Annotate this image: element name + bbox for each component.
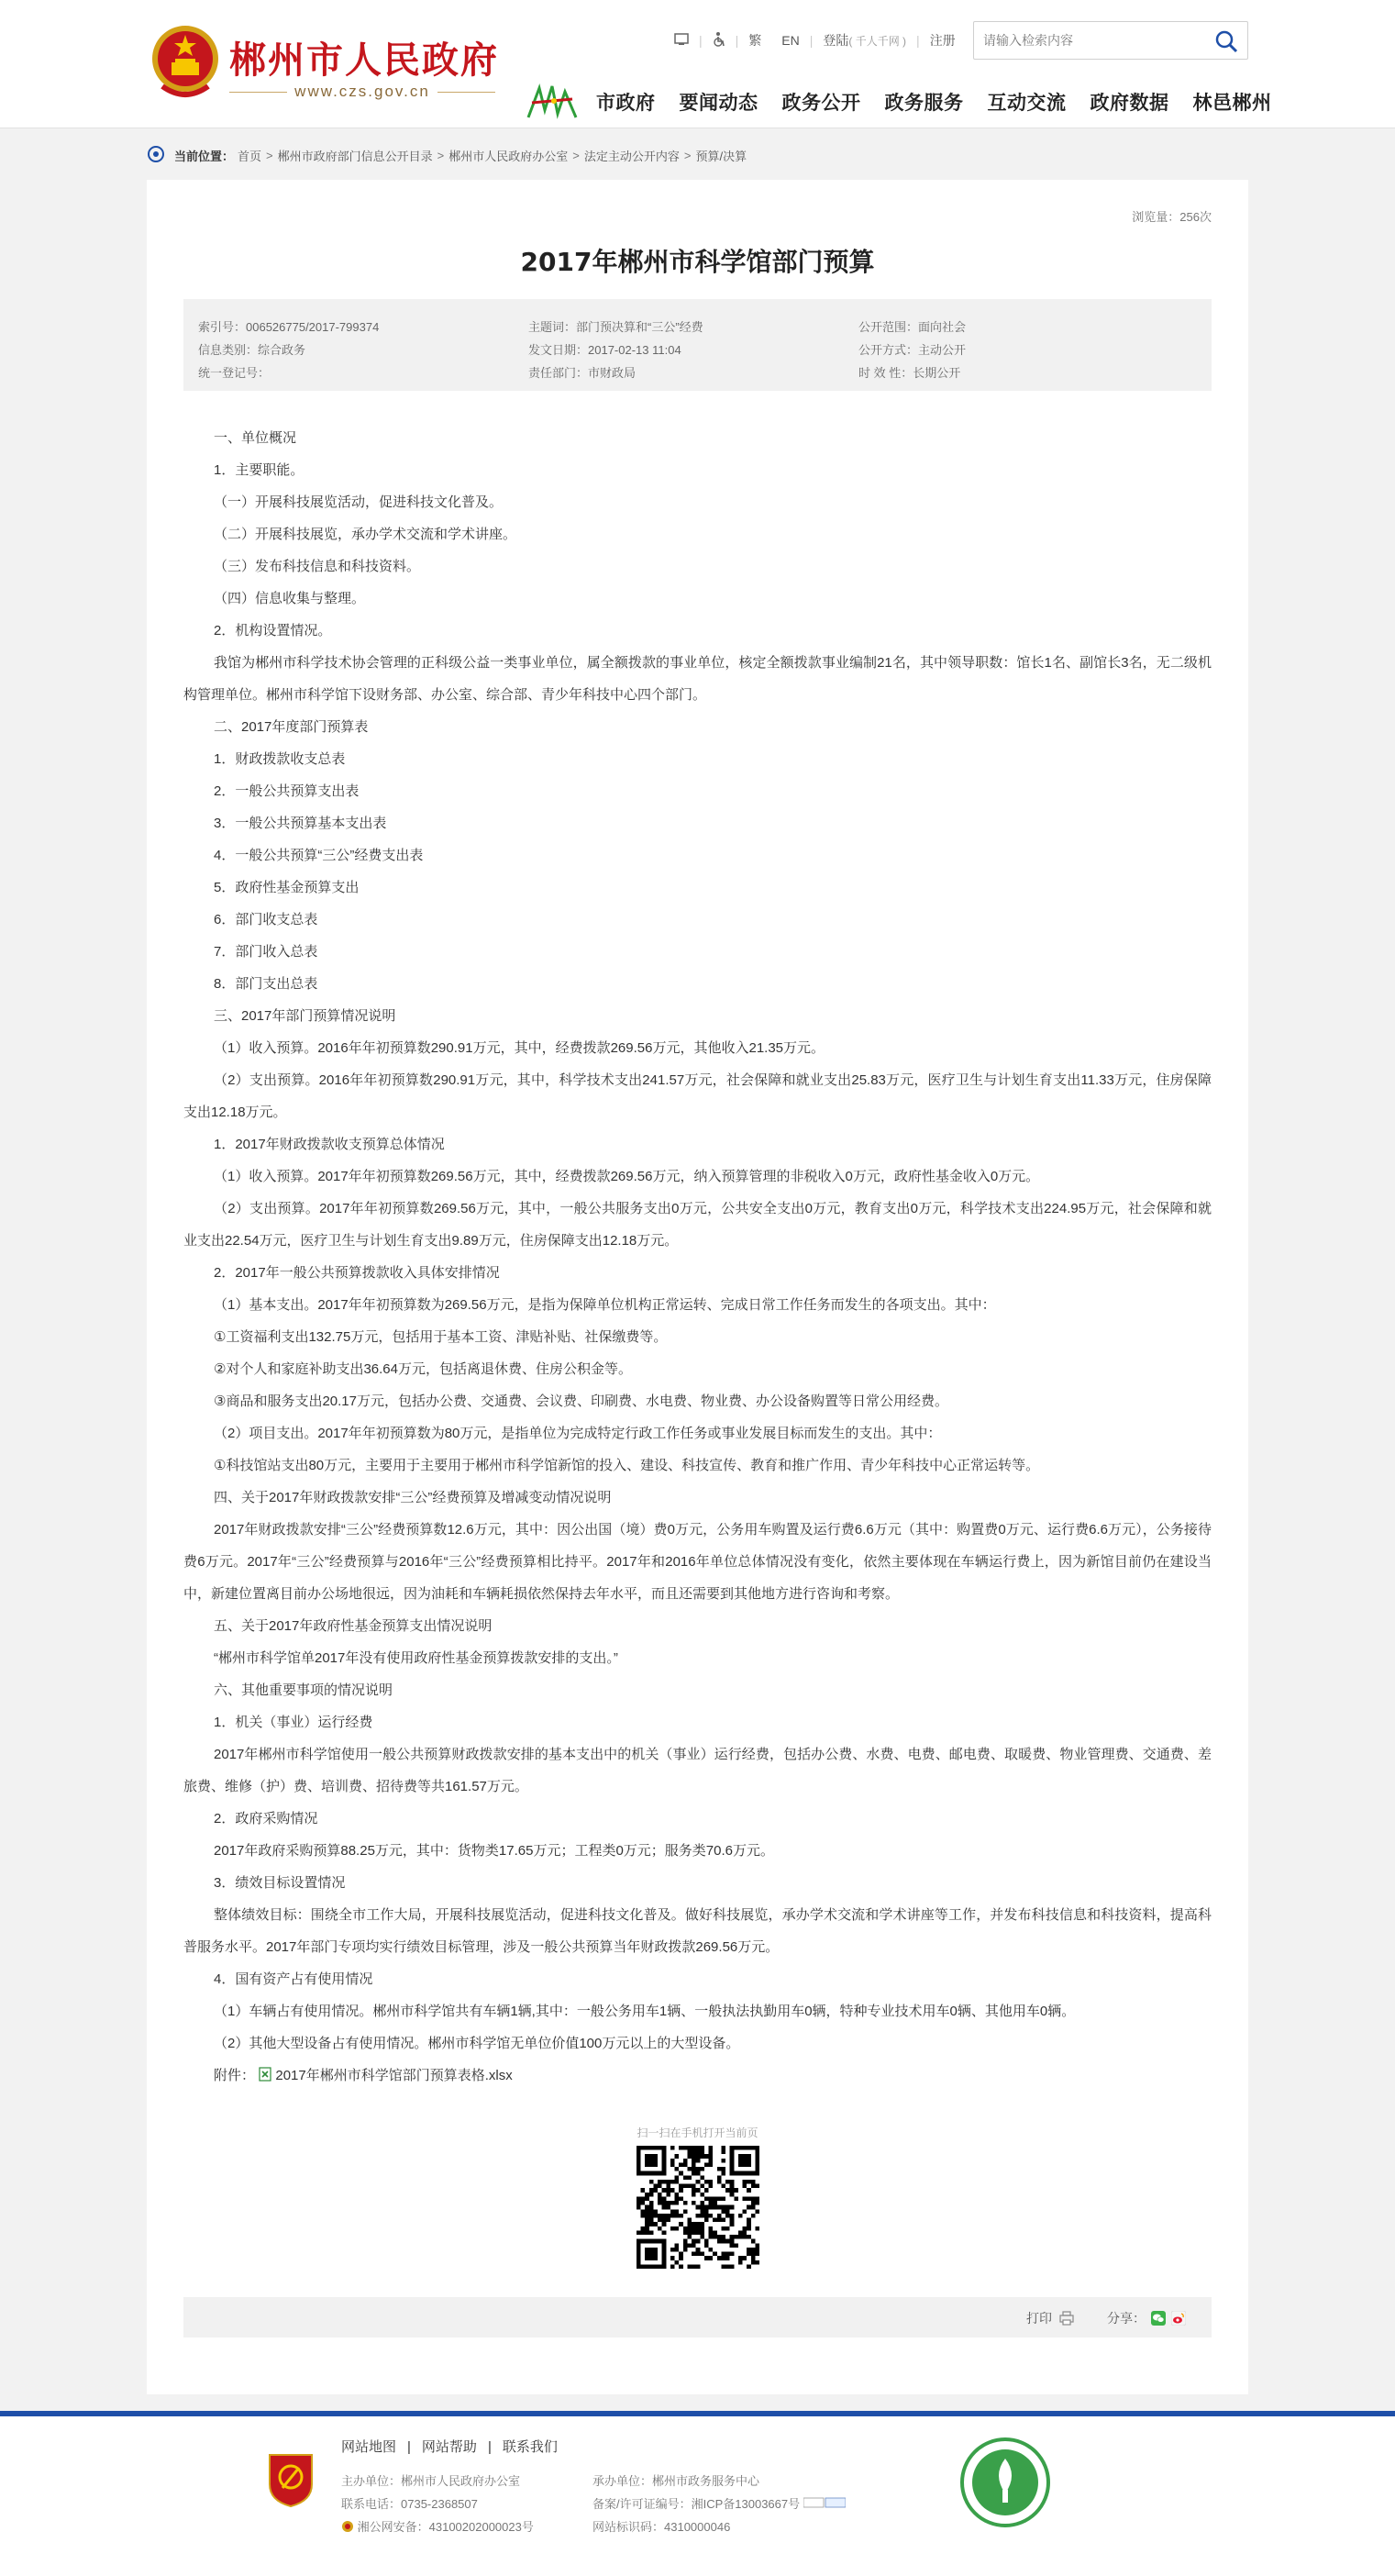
attachment-line (183, 2060, 1212, 2092)
print-label[interactable]: 打印 (1026, 2311, 1052, 2326)
url-divider-left (229, 92, 287, 93)
share-group (1107, 2309, 1186, 2327)
meta-mode: 公开方式：主动公开 (858, 343, 967, 357)
article-paragraph: 5．政府性基金预算支出 (214, 880, 360, 895)
nav-brand-icon (526, 83, 578, 121)
article-paragraph: 整体绩效目标：围绕全市工作大局，开展科技展览活动，促进科技文化普及。做好科技展览，承办学术交流和学术讲座等工作，并发布科技信息和科技资料，提高科普服务水平。2017年部门专项均实行绩效目标管理，涉及一般公共预算当年财政拨款269.56万元。 (183, 1907, 1212, 1955)
police-badge-icon (341, 2520, 354, 2533)
english-link[interactable]: EN (781, 33, 800, 48)
qr-caption: 扫一扫在手机打开当前页 (637, 2126, 758, 2139)
site-footer (0, 2416, 1395, 2576)
footer-help-link[interactable]: 网站帮助 (421, 2439, 477, 2455)
footer-organizer: 承办单位：郴州市政务服务中心 (592, 2474, 760, 2488)
footer-icp[interactable] (592, 2493, 846, 2515)
wheelchair-icon[interactable] (703, 32, 736, 50)
weibo-icon[interactable] (1171, 2311, 1186, 2326)
article-paragraph: 3．一般公共预算基本支出表 (214, 816, 387, 831)
breadcrumb-home[interactable]: 首页 (238, 149, 262, 163)
top-links (664, 31, 966, 50)
nav-item-news[interactable]: 要闻动态 (679, 92, 758, 114)
breadcrumb-label: 当前位置： (174, 149, 235, 163)
breadcrumb-separator: > (266, 148, 273, 162)
article-paragraph: “郴州市科学馆单2017年没有使用政府性基金预算拨款安排的支出。” (214, 1650, 618, 1666)
meta-validity: 时 效 性：长期公开 (858, 366, 961, 380)
article-paragraph: 1．财政拨款收支总表 (214, 751, 346, 767)
article-paragraph: （一）开展科技展览活动，促进科技文化普及。 (214, 494, 504, 510)
breadcrumb (147, 143, 747, 167)
divider: | (916, 33, 920, 48)
article-paragraph: 4．国有资产占有使用情况 (214, 1971, 373, 1987)
meta-dept: 责任部门：市财政局 (528, 366, 637, 380)
article-paragraph: 1．机关（事业）运行经费 (214, 1715, 373, 1730)
footer-police-text[interactable]: 湘公网安备：43100202000023号 (357, 2520, 534, 2534)
meta-scope: 公开范围：面向社会 (858, 320, 967, 334)
breadcrumb-dept-catalog[interactable]: 郴州市政府部门信息公开目录 (277, 149, 433, 163)
breadcrumb-statutory[interactable]: 法定主动公开内容 (583, 149, 680, 163)
article-meta (183, 299, 1212, 391)
footer-icp-text[interactable]: 备案/许可证编号：湘ICP备13003667号 (592, 2497, 801, 2511)
search-icon[interactable] (1214, 29, 1238, 53)
article-paragraph: 4．一般公共预算“三公”经费支出表 (214, 848, 424, 863)
nav-item-gov-data[interactable]: 政府数据 (1090, 92, 1169, 114)
article-paragraph: 三、2017年部门预算情况说明 (214, 1008, 396, 1024)
article-paragraph: （2）项目支出。2017年年初预算数为80万元，是指单位为完成特定行政工作任务或事业发展目标而发生的支出。其中： (214, 1426, 942, 1441)
main-nav (596, 88, 1272, 116)
article-paragraph: 6．部门收支总表 (214, 912, 318, 927)
excel-file-icon (259, 2067, 271, 2082)
article-actions (183, 2297, 1212, 2337)
party-emblem-icon (266, 2451, 316, 2508)
meta-reg-no: 统一登记号： (198, 366, 271, 380)
breadcrumb-budget[interactable]: 预算/决算 (695, 149, 747, 163)
url-divider-right (437, 92, 495, 93)
national-emblem-icon[interactable] (149, 22, 221, 99)
traditional-chinese-link[interactable]: 繁 (748, 33, 762, 48)
article-content (183, 422, 1212, 2092)
article-paragraph: 2．机构设置情况。 (214, 623, 332, 638)
article-paragraph: 六、其他重要事项的情况说明 (214, 1682, 393, 1698)
footer-host: 主办单位：郴州市人民政府办公室 (341, 2474, 521, 2488)
breadcrumb-gov-office[interactable]: 郴州市人民政府办公室 (448, 149, 569, 163)
article-paragraph: （二）开展科技展览，承办学术交流和学术讲座。 (214, 527, 517, 542)
article-paragraph: 四、关于2017年财政拨款安排“三公”经费预算及增减变动情况说明 (214, 1490, 612, 1505)
meta-date: 发文日期：2017-02-13 11:04 (528, 343, 681, 357)
article-paragraph: （2）其他大型设备占有使用情况。郴州市科学馆无单位价值100万元以上的大型设备。 (214, 2036, 740, 2051)
nav-item-interaction[interactable]: 互动交流 (987, 92, 1067, 114)
article-paragraph: （2）支出预算。2016年年初预算数290.91万元，其中，科学技术支出241.57万元，社会保障和就业支出25.83万元，医疗卫生与计划生育支出11.33万元，住房保障支出12.18万元。 (183, 1072, 1212, 1120)
login-hint: ( 千人千网 ) (848, 35, 907, 48)
article-paragraph: 3．绩效目标设置情况 (214, 1875, 346, 1891)
nav-item-city-gov[interactable]: 市政府 (596, 92, 656, 114)
login-link[interactable] (813, 31, 916, 50)
article-paragraph: ①工资福利支出132.75万元，包括用于基本工资、津贴补贴、社保缴费等。 (214, 1329, 668, 1345)
breadcrumb-separator: > (572, 148, 580, 162)
article-paragraph: 2017年财政拨款安排“三公”经费预算数12.6万元，其中：因公出国（境）费0万元，公务用车购置及运行费6.6万元（其中：购置费0万元、运行费6.6万元），公务接待费6万元。2017年“三公”经费预算与2016年“三公”经费预算相比持平。2017年和2016年单位总体情况没有变化，依然主要体现在车辆运行费上，因为新馆目前仍在建设当中，新建位置离目前办公场地很远，因为油耗和车辆耗损依然保持去年水平，而且还需要到其他地方进行咨询和考察。 (183, 1522, 1212, 1602)
article-paragraph: （1）收入预算。2016年年初预算数290.91万元，其中，经费拨款269.56万元，其他收入21.35万元。 (214, 1040, 825, 1056)
site-name[interactable]: 郴州市人民政府 (229, 39, 499, 82)
article-paragraph: 2017年政府采购预算88.25万元，其中：货物类17.65万元；工程类0万元；服务类70.6万元。 (214, 1843, 774, 1859)
breadcrumb-separator: > (683, 148, 692, 162)
article-paragraph: （2）支出预算。2017年年初预算数269.56万元，其中，一般公共服务支出0万元，公共安全支出0万元，教育支出0万元，科学技术支出224.95万元，社会保障和就业支出22.54万元，医疗卫生与计划生育支出9.89万元，住房保障支出12.18万元。 (183, 1201, 1212, 1249)
view-count: 浏览量：256次 (1132, 210, 1212, 224)
divider: | (735, 33, 739, 48)
footer-site-code: 网站标识码：4310000046 (592, 2520, 731, 2534)
footer-phone: 联系电话：0735-2368507 (341, 2497, 478, 2511)
meta-row (198, 339, 1197, 361)
footer-contact-link[interactable]: 联系我们 (502, 2439, 558, 2455)
article-paragraph: 2017年郴州市科学馆使用一般公共预算财政拨款安排的基本支出中的机关（事业）运行经费，包括办公费、水费、电费、邮电费、取暖费、物业管理费、交通费、差旅费、维修（护）费、培训费、招待费等共161.57万元。 (183, 1747, 1212, 1794)
article-title: 2017年郴州市科学馆部门预算 (520, 247, 875, 277)
article-paragraph: 2．2017年一般公共预算拨款收入具体安排情况 (214, 1265, 500, 1281)
search-input[interactable] (983, 29, 1203, 51)
article-paragraph: 我馆为郴州市科学技术协会管理的正科级公益一类事业单位，属全额拨款的事业单位，核定全额拨款事业编制21名，其中领导职数：馆长1名、副馆长3名，无二级机构管理单位。郴州市科学馆下设财务部、办公室、综合部、青少年科技中心四个部门。 (183, 655, 1212, 703)
article-paragraph: （1）收入预算。2017年年初预算数269.56万元，其中，经费拨款269.56万元，纳入预算管理的非税收入0万元，政府性基金收入0万元。 (214, 1169, 1040, 1184)
article-paragraph: 1．主要职能。 (214, 462, 304, 478)
article-paragraph: （1）基本支出。2017年年初预算数为269.56万元，是指为保障单位机构正常运转、完成日常工作任务而发生的各项支出。其中： (214, 1297, 996, 1313)
divider: | (407, 2439, 411, 2455)
article-paragraph: 2．一般公共预算支出表 (214, 783, 360, 799)
location-pin-icon (147, 145, 165, 165)
nav-item-linyi-chenzhou[interactable]: 林邑郴州 (1192, 92, 1272, 114)
civilized-website-seal-icon[interactable] (959, 2437, 1051, 2528)
footer-police[interactable] (341, 2515, 592, 2538)
meta-index-no: 索引号：006526775/2017-799374 (198, 320, 380, 334)
wechat-icon[interactable] (1151, 2311, 1166, 2326)
site-header (0, 0, 1395, 128)
print-button[interactable] (1026, 2309, 1074, 2327)
article-paragraph: （四）信息收集与整理。 (214, 591, 366, 606)
footer-links (341, 2437, 558, 2456)
divider: | (809, 33, 814, 48)
footer-info-row (341, 2493, 846, 2515)
article-paragraph: 五、关于2017年政府性基金预算支出情况说明 (214, 1618, 493, 1634)
footer-info (341, 2470, 846, 2538)
article-paragraph: ③商品和服务支出20.17万元，包括办公费、交通费、会议费、印刷费、水电费、物业费、办公设备购置等日常公用经费。 (214, 1393, 948, 1409)
article-paragraph: 二、2017年度部门预算表 (214, 719, 369, 735)
qr-section (147, 2125, 1248, 2273)
meta-row (198, 316, 1197, 339)
meta-category: 信息类别：综合政务 (198, 343, 306, 357)
login-label[interactable]: 登陆 (823, 33, 849, 48)
article-paragraph: 2．政府采购情况 (214, 1811, 318, 1827)
divider: | (487, 2439, 492, 2455)
nav-item-gov-disclosure[interactable]: 政务公开 (781, 92, 861, 114)
breadcrumb-separator: > (437, 148, 445, 162)
accessibility-view-icon[interactable] (664, 33, 699, 49)
footer-info-row (341, 2515, 846, 2538)
nav-item-gov-service[interactable]: 政务服务 (884, 92, 964, 114)
footer-info-row (341, 2470, 846, 2493)
article-paragraph: （1）车辆占有使用情况。郴州市科学馆共有车辆1辆,其中：一般公务用车1辆、一般执法执勤用车0辆，特种专业技术用车0辆、其他用车0辆。 (214, 2004, 1076, 2019)
article-paragraph: ①科技馆站支出80万元，主要用于主要用于郴州市科学馆新馆的投入、建设、科技宣传、教育和推广作用、青少年科技中心正常运转等。 (214, 1458, 1040, 1473)
article-paragraph: 8．部门支出总表 (214, 976, 318, 992)
footer-sitemap-link[interactable]: 网站地图 (341, 2439, 397, 2455)
attachment-label: 附件： (214, 2068, 256, 2083)
dnzc-badge-icon (803, 2497, 846, 2508)
article-paragraph: 7．部门收入总表 (214, 944, 318, 960)
article-paragraph: ②对个人和家庭补助支出36.64万元，包括离退休费、住房公积金等。 (214, 1361, 632, 1377)
register-link[interactable]: 注册 (929, 33, 956, 48)
site-url (229, 83, 495, 101)
search-box (973, 21, 1248, 60)
article-panel (147, 180, 1248, 2394)
share-label: 分享： (1107, 2311, 1146, 2326)
qr-code-icon (637, 2146, 759, 2269)
article-paragraph: 一、单位概况 (214, 430, 297, 446)
attachment-link[interactable]: 2017年郴州市科学馆部门预算表格.xlsx (275, 2068, 513, 2083)
article-paragraph: 1．2017年财政拨款收支预算总体情况 (214, 1137, 445, 1152)
meta-row (198, 361, 1197, 384)
divider: | (699, 33, 703, 48)
printer-icon[interactable] (1059, 2311, 1074, 2326)
article-paragraph: （三）发布科技信息和科技资料。 (214, 559, 421, 574)
meta-subject: 主题词：部门预决算和“三公”经费 (528, 320, 703, 334)
site-url-text: www.czs.gov.cn (294, 83, 430, 100)
